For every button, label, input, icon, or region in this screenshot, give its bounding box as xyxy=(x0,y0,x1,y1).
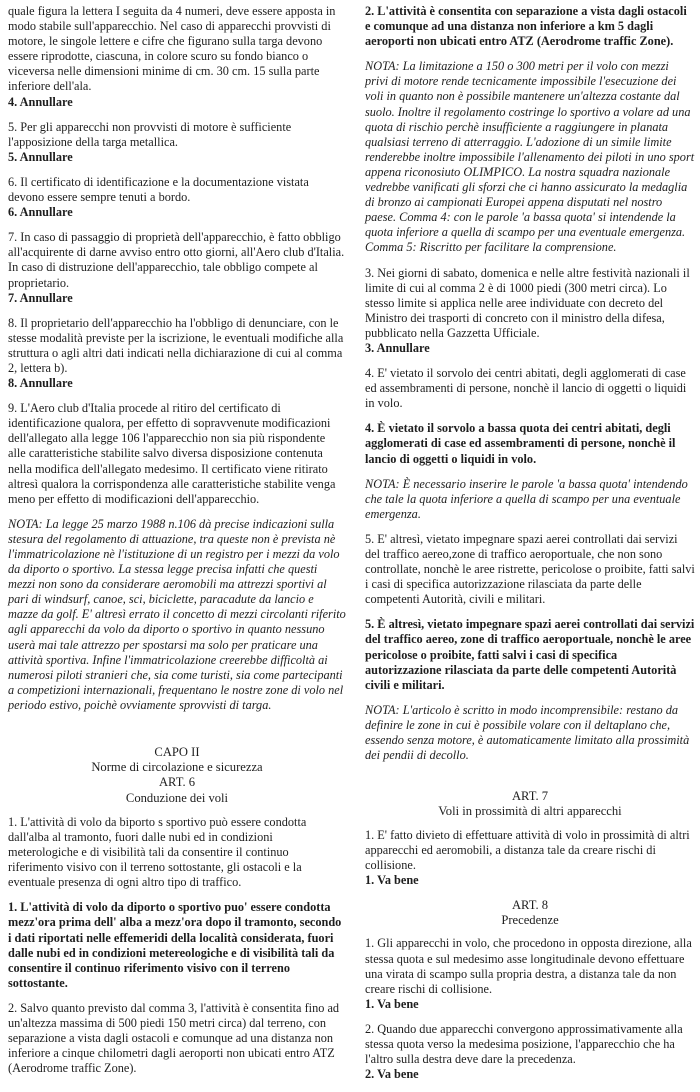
paragraph-9: 9. L'Aero club d'Italia procede al ritiro del certificato di identificazione qualora, per effetto di sopravvenute modificazioni dell'allegato alla legge 106 l'apparecchio non sia più rispondente alle caratteristiche stabilite salvo diversa disposizione contenuta nella modifica dell'allegato medesimo. Il certificato viene ritirato altresì qualora la corrispondenza alle caratteristiche stabilite venga meno per effetto di modificazioni dell'apparecchio. xyxy=(8,401,336,506)
chapter-subtitle: Norme di circolazione e sicurezza xyxy=(91,760,263,775)
art7-subtitle: Voli in prossimità di altri apparecchi xyxy=(438,804,622,819)
left-column xyxy=(8,4,346,1086)
art6-paragraph-5-revised: 5. È altresì, vietato impegnare spazi aerei controllati dai servizi del traffico aereo, zone di traffico aeroportuale, nonchè le aree pericolose o proibite, fatti salvi i casi di specifica autorizzazione rilasciata da parte delle competenti Autorità civili e militari. xyxy=(365,617,695,692)
art8-paragraph-1-label: 1. Va bene xyxy=(365,996,419,1011)
art6-paragraph-3-label: 3. Annullare xyxy=(365,340,430,355)
note-altitude-limit: NOTA: La limitazione a 150 o 300 metri per il volo con mezzi privi di motore rende tecnicamente impossibile l'esecuzione dei voli in quanto non è possibile mantenere un'altezza costante dal suolo. Inoltre il regolamento costringe lo sportivo a volare ad una quota di rischio perchè insufficiente a raggiungere in planata qualsiasi terreno di atterraggio. L'adozione di un simile limite renderebbe inoltre impossibile l'allenamento dei piloti in uno sport appena riconosiuto OLIMPICO. La nostra squadra nazionale vedrebbe vanificati gli sforzi che ci hanno assicurato la medaglia di bronzo ai campionati Europei appena disputati nel nostro paese. Comma 4: con le parole 'a bassa quota' si intendende la quota inferiore a quella di scampo per una eventuale emergenza. Comma 5: Riscritto per facilitare la comprensione. xyxy=(365,59,695,255)
chapter-title: CAPO II xyxy=(154,745,200,760)
art8-subtitle: Precedenze xyxy=(501,913,559,928)
paragraph-7: 7. In caso di passaggio di proprietà dell'apparecchio, è fatto obbligo all'acquirente di darne avviso entro otto giorni, all'Aero club d'Italia. In caso di distruzione dell'apparecchio, tale obbligo compete al proprietario. xyxy=(8,230,345,290)
paragraph-6: 6. Il certificato di identificazione e la documentazione vistata devono essere sempre tenuti a bordo. xyxy=(8,174,309,205)
art7-paragraph-1: 1. E' fatto divieto di effettuare attività di volo in prossimità di altri apparecchi ed aeromobili, a distanza tale da creare rischi di collisione. xyxy=(365,827,690,872)
paragraph-7-label: 7. Annullare xyxy=(8,290,73,305)
art6-paragraph-4-revised: 4. È vietato il sorvolo a bassa quota dei centri abitati, degli agglomerati di case ed assembramenti di persone, nonchè il lancio di oggetti o liquidi in volo. xyxy=(365,421,676,466)
paragraph-4-label: 4. Annullare xyxy=(8,94,73,109)
art6-subtitle: Conduzione dei voli xyxy=(125,790,229,805)
paragraph-3-continuation: quale figura la lettera I seguita da 4 numeri, deve essere apposta in modo stabile sull'apparecchio. Nel caso di apparecchi provvisti di motore, le singole lettere e cifre che figurano sulla targa devono essere riprodotte, ciascuna, in colore scuro su fondo bianco o viceversa nelle dimensioni minime di cm. 30 cm. 15 sulla parte inferiore dell'ala. xyxy=(8,4,336,94)
note-law-106: NOTA: La legge 25 marzo 1988 n.106 dà precise indicazioni sulla stesura del regolamento di attuazione, tra queste non è prevista nè l'immatricolazione nè l'istituzione di un registro per i mezzi da volo da diporto o sportivo. La stessa legge precisa infatti che questi mezzi non sono da considerare aeromobili ma attrezzi sportivi al pari di windsurf, canoe, sci, biciclette, paracadute da lancio e mazze da golf. E' altresì errato il concetto di mezzi circolanti riferito agli apparecchi da volo da diporto o sportivo in quanto nessuno userà mai tale attrezzo per spostarsi ma solo per praticare una attività sportiva. Infine l'immatricolazione creerebbe difficoltà ai numerosi piloti stranieri che, sia come turisti, sia come partecipanti a competizioni internazionali, frequentano le nostre zone di volo nel periodo estivo, poichè ovviamente sprovvisti di targa. xyxy=(8,516,346,712)
note-article-incomprehensible: NOTA: L'articolo è scritto in modo incomprensibile: restano da definire le zone in cui è possibile volare con il deltaplano che, essendo senza motore, è automaticamente limitato alla prossimità dei pendii di decollo. xyxy=(365,702,690,763)
art8-paragraph-2: 2. Quando due apparecchi convergono approssimativamente alla stessa quota verso la medesima posizione, l'apparecchio che ha l'altro sulla destra deve dare la precedenza. xyxy=(365,1021,683,1067)
paragraph-6-label: 6. Annullare xyxy=(8,205,73,220)
art8-title: ART. 8 xyxy=(511,898,549,912)
art6-paragraph-2: 2. Salvo quanto previsto dal comma 3, l'attività è consentita fino ad un'altezza massima di 500 piedi 150 metri circa) dal terreno, con separazione a vista dagli ostacoli e comunque ad una distanza non inferiore a cinque chilometri dagli aeroporti non ubicati entro ATZ (Aerodrome traffic Zone). xyxy=(8,1000,340,1076)
art6-paragraph-4: 4. E' vietato il sorvolo dei centri abitati, degli agglomerati di case ed assembramenti di persone, nonchè il lancio di oggetti o liquidi in volo. xyxy=(365,366,687,411)
note-low-altitude: NOTA: È necessario inserire le parole 'a bassa quota' intendendo che tale la quota inferiore a quella di scampo per una eventuale emergenza. xyxy=(365,476,688,521)
paragraph-5-label: 5. Annullare xyxy=(8,149,73,164)
paragraph-8: 8. Il proprietario dell'apparecchio ha l'obbligo di denunciare, con le stesse modalità previste per la iscrizione, le eventuali modifiche alla struttura o agli altri dati indicati nella dichiarazione di cui al comma 2, lettera b). xyxy=(8,315,344,375)
art6-title: ART. 6 xyxy=(158,775,196,790)
art6-paragraph-1: 1. L'attività di volo da biporto s sportivo può essere condotta dall'alba al tramonto, fuori dalle nubi ed in condizioni meterologiche e di visibilità tali da consentire il continuo riferimento visivo con il terreno sottostante, gli ostacoli e la eventuale presenza di ogni altro tipo di traffico. xyxy=(8,814,307,890)
art7-title: ART. 7 xyxy=(511,789,549,804)
art8-paragraph-1: 1. Gli apparecchi in volo, che procedono in opposta direzione, alla stessa quota e sul medesimo asse longitudinale devono effettuare una virata di scampo sulla propria destra, a distanza tale da non creare rischi di collisione. xyxy=(365,936,692,996)
right-column xyxy=(365,4,695,1092)
art6-paragraph-1-revised: 1. L'attività di volo da diporto o sportivo puo' essere condotta mezz'ora prima dell' alba a mezz'ora dopo il tramonto, secondo i dati riportati nelle effemeridi della località considerata, fuori dalle nubi ed in condizioni metereologiche e di visibilità tali da consentire il continuo riferimento visivo con il terreno sottostante. xyxy=(8,900,342,990)
paragraph-8-label: 8. Annullare xyxy=(8,376,73,391)
paragraph-5: 5. Per gli apparecchi non provvisti di motore è sufficiente l'apposizione della targa metallica. xyxy=(8,119,292,149)
art6-paragraph-5: 5. E' altresì, vietato impegnare spazi aerei controllati dai servizi del traffico aereo,zone di traffico aeroportuale, che non sono controllate, nonchè le aree ristrette, pericolose o proibite, fatti salvi i casi di specifica autorizzazione rilasciata da parte delle competenti Autorità, civili e militari. xyxy=(365,531,695,607)
art6-paragraph-2-revised: 2. L'attività è consentita con separazione a vista dagli ostacoli e comunque ad una distanza non inferiore a km 5 dagli aeroporti non ubicati entro ATZ (Aerodrome traffic Zone). xyxy=(365,4,687,49)
art7-paragraph-1-label: 1. Va bene xyxy=(365,872,419,887)
art6-paragraph-3: 3. Nei giorni di sabato, domenica e nelle altre festività nazionali il limite di cui al comma 2 è di 1000 piedi (300 metri circa). Lo stesso limite si applica nelle aree individuate con decreto del Ministro dei trasporti di concreto con il ministro della difesa, pubblicato nella Gazzetta Ufficiale. xyxy=(365,265,690,340)
art8-paragraph-2-label: 2. Va bene xyxy=(365,1067,419,1082)
